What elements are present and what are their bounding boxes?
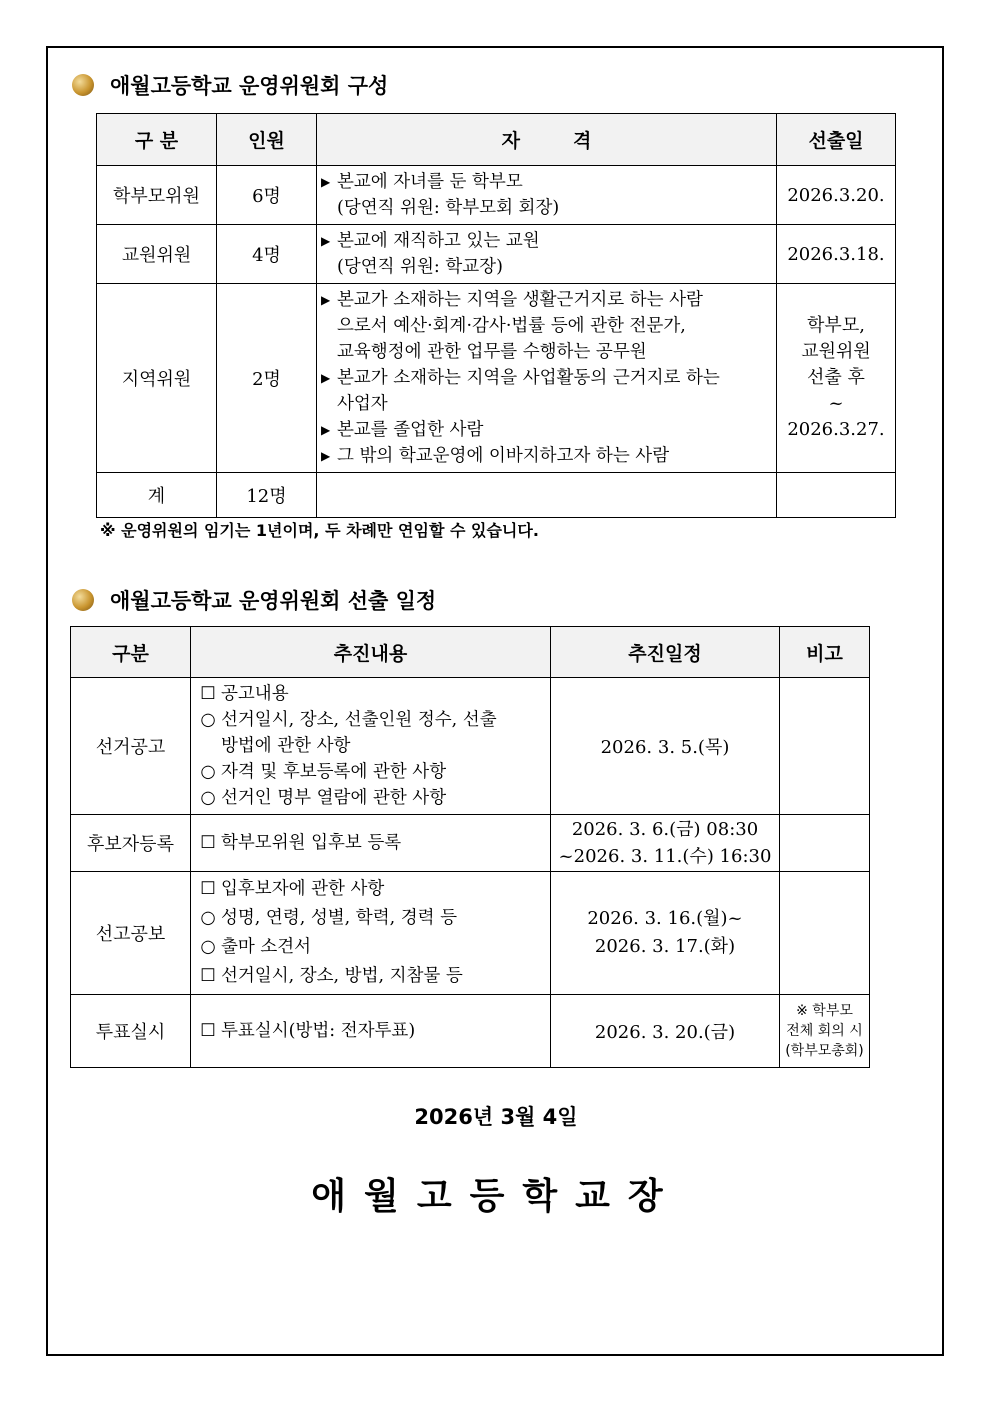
row-schedule: 2026. 3. 20.(금) [551,995,780,1068]
checkbox-icon: ☐ [200,966,216,986]
row-date: 2026.3.20. [777,166,896,225]
circle-bullet-icon: ○ [200,762,216,782]
triangle-bullet-icon: ▶ [321,449,331,463]
row-qualification: ▶ 본교가 소재하는 지역을 생활근거지로 하는 사람 으로서 예산·회계·감사·법률 등에 관한 전문가, 교육행정에 관한 업무를 수행하는 공무원 ▶ 본교가 소재하는 지역을 사업활동의 근거지로 하는 사업자 ▶ 본교를 졸업한 사람 ▶ 그 밖의 학교운영에 이바지하고자 하는 사람 [317,284,777,473]
row-category: 교원위원 [97,225,217,284]
row-remark-empty [780,872,870,995]
header-remark: 비고 [780,627,870,678]
row-count: 6명 [217,166,317,225]
row-date: 학부모, 교원위원 선출 후 ~ 2026.3.27. [777,284,896,473]
row-content: ☐ 입후보자에 관한 사항 ○ 성명, 연령, 성별, 학력, 경력 등 ○ 출마 소견서 ☐ 선거일시, 장소, 방법, 지참물 등 [191,872,551,995]
document-date: 2026년 3월 4일 [414,1105,578,1129]
row-category: 후보자등록 [71,815,191,872]
gold-bullet-icon [72,589,94,611]
row-content: ☐ 학부모위원 입후보 등록 [191,815,551,872]
row-count: 4명 [217,225,317,284]
row-remark-empty [780,678,870,815]
table-row [97,284,896,473]
checkbox-icon: ☐ [200,833,216,853]
header-category: 구분 [71,627,191,678]
row-category: 선고공보 [71,872,191,995]
section1-title-text: 애월고등학교 운영위원회 구성 [110,74,389,98]
circle-bullet-icon: ○ [200,937,216,957]
school-principal-signature: 애월고등학교장 [311,1176,681,1217]
header-qualification: 자 격 [317,114,777,166]
header-count: 인원 [217,114,317,166]
term-note: ※ 운영위원의 임기는 1년이며, 두 차례만 연임할 수 있습니다. [100,521,539,540]
checkbox-icon: ☐ [200,1021,216,1041]
table-row [71,678,870,815]
triangle-bullet-icon: ▶ [321,175,331,189]
row-qualification: ▶ 본교에 재직하고 있는 교원 (당연직 위원: 학교장) [317,225,777,284]
row-count: 2명 [217,284,317,473]
row-remark-empty [780,815,870,872]
row-schedule: 2026. 3. 5.(목) [551,678,780,815]
row-schedule: 2026. 3. 6.(금) 08:30 ~2026. 3. 11.(수) 16:30 [551,815,780,872]
header-content: 추진내용 [191,627,551,678]
row-date-empty [777,473,896,518]
checkbox-icon: ☐ [200,684,216,704]
row-category: 선거공고 [71,678,191,815]
table-row [97,225,896,284]
committee-composition-table [96,113,896,518]
row-category: 지역위원 [97,284,217,473]
table-row [71,815,870,872]
triangle-bullet-icon: ▶ [321,423,331,437]
triangle-bullet-icon: ▶ [321,371,331,385]
table-header-row [97,114,896,166]
table-total-row [97,473,896,518]
header-schedule: 추진일정 [551,627,780,678]
header-date: 선출일 [777,114,896,166]
table-header-row [71,627,870,678]
row-date: 2026.3.18. [777,225,896,284]
row-content: ☐ 투표실시(방법: 전자투표) [191,995,551,1068]
triangle-bullet-icon: ▶ [321,234,331,248]
row-qualification: ▶ 본교에 자녀를 둔 학부모 (당연직 위원: 학부모회 회장) [317,166,777,225]
header-category: 구 분 [97,114,217,166]
circle-bullet-icon: ○ [200,710,216,730]
circle-bullet-icon: ○ [200,788,216,808]
section2-title-text: 애월고등학교 운영위원회 선출 일정 [110,589,437,613]
election-schedule-table [70,626,870,1068]
row-remark: ※ 학부모 전체 회의 시 (학부모총회) [780,995,870,1068]
row-category: 투표실시 [71,995,191,1068]
section2-title [72,585,436,615]
section1-title [72,70,388,100]
table-row [71,995,870,1068]
row-category: 학부모위원 [97,166,217,225]
circle-bullet-icon: ○ [200,908,216,928]
row-category: 계 [97,473,217,518]
table-row [71,872,870,995]
checkbox-icon: ☐ [200,879,216,899]
row-schedule: 2026. 3. 16.(월)~ 2026. 3. 17.(화) [551,872,780,995]
table-row [97,166,896,225]
gold-bullet-icon [72,74,94,96]
row-content: ☐ 공고내용 ○ 선거일시, 장소, 선출인원 정수, 선출 방법에 관한 사항 ○ 자격 및 후보등록에 관한 사항 ○ 선거인 명부 열람에 관한 사항 [191,678,551,815]
row-qualification-empty [317,473,777,518]
row-count: 12명 [217,473,317,518]
triangle-bullet-icon: ▶ [321,293,331,307]
